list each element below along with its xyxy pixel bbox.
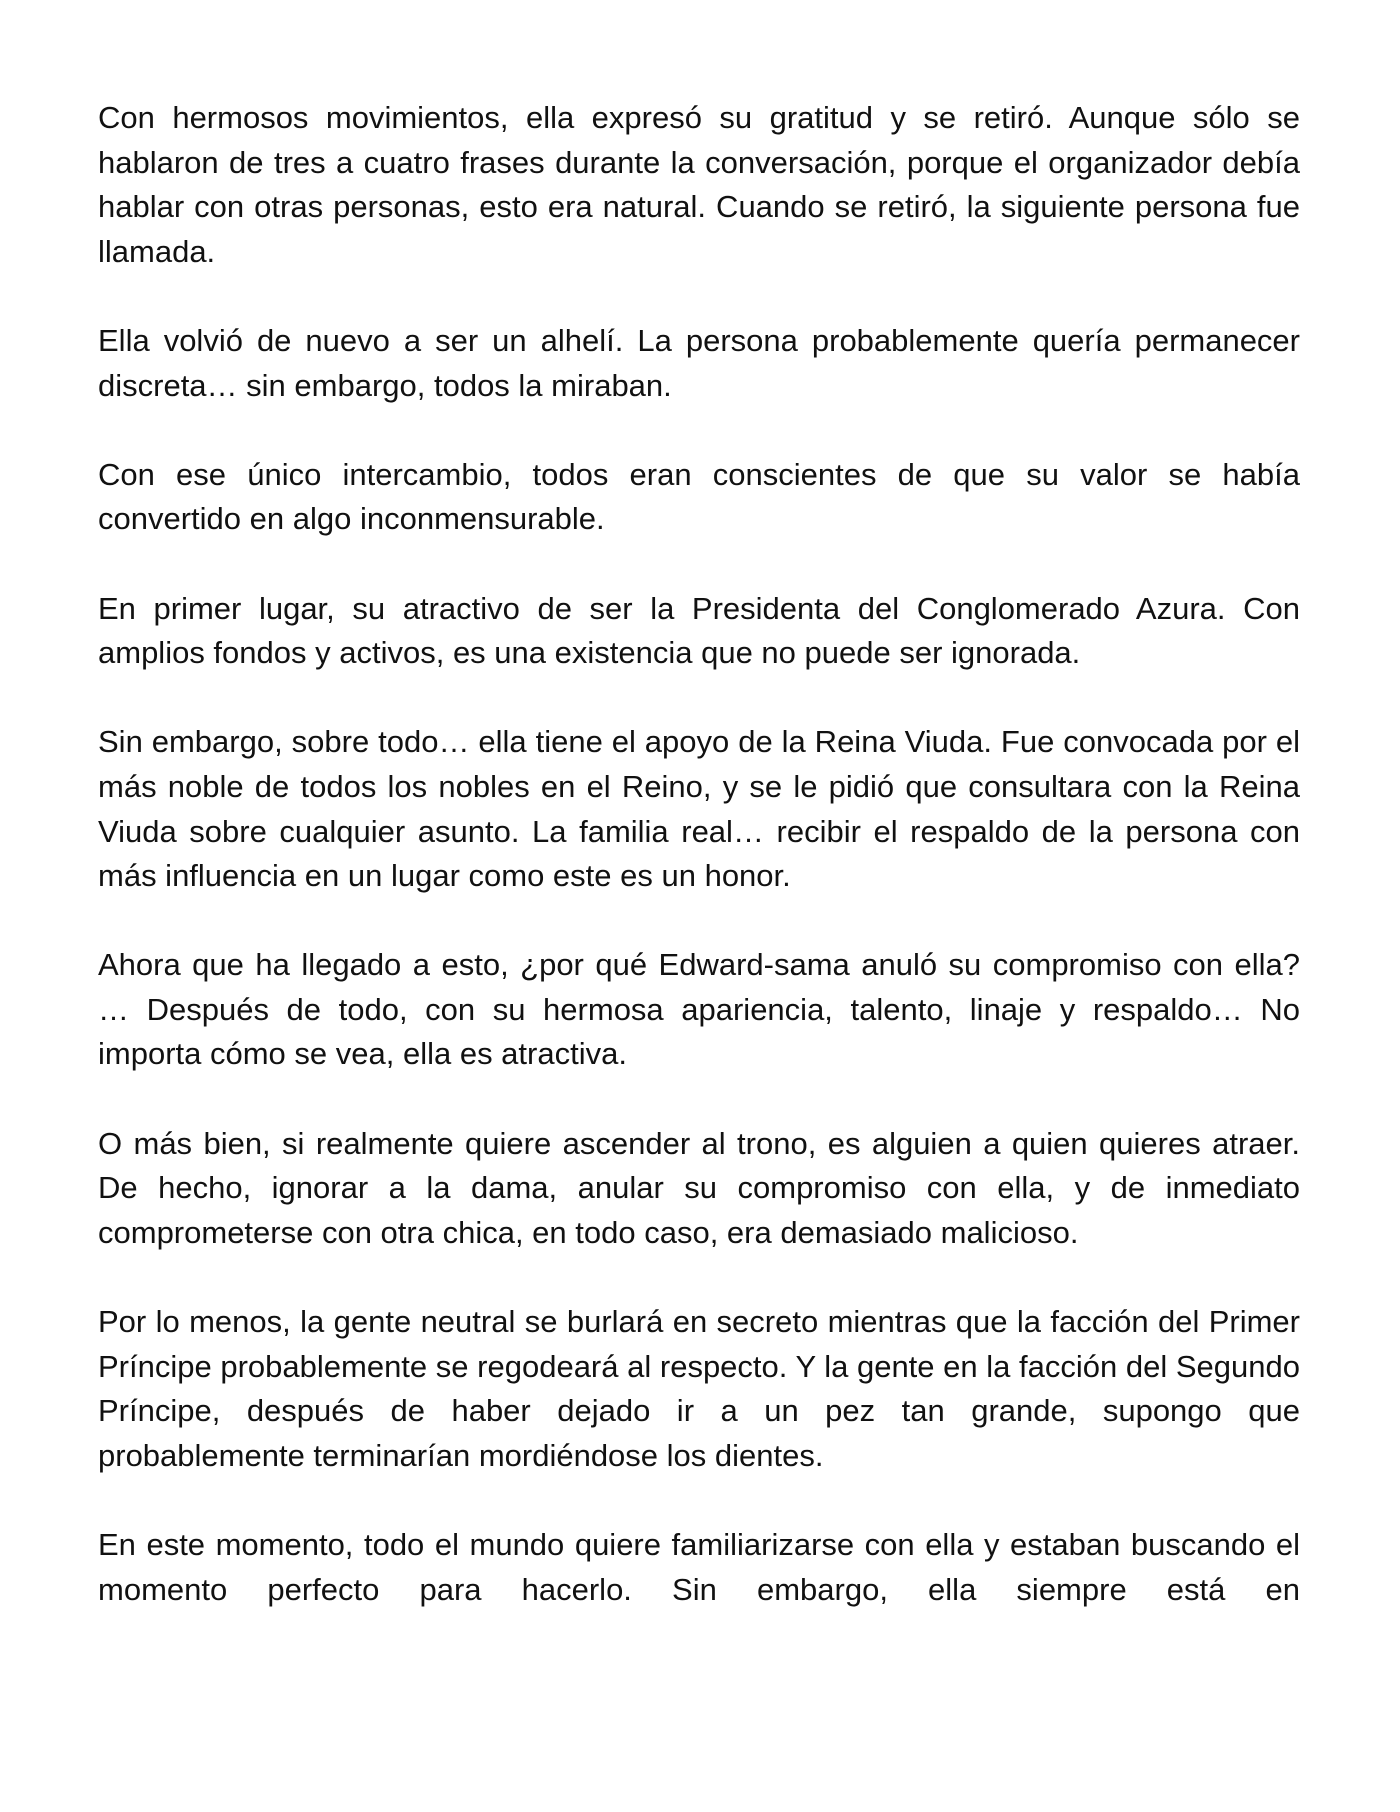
paragraph-2: Ella volvió de nuevo a ser un alhelí. La persona probablemente quería permanecer discreta… sin embargo, todos la miraban. xyxy=(98,322,1300,403)
paragraph-1: Con hermosos movimientos, ella expresó su gratitud y se retiró. Aunque sólo se hablaron de tres a cuatro frases durante la conversación, porque el organizador debía hablar con otras personas, esto era natural. Cuando se retiró, la siguiente persona fue llamada. xyxy=(98,100,1300,269)
paragraph-5: Sin embargo, sobre todo… ella tiene el apoyo de la Reina Viuda. Fue convocada por el más noble de todos los nobles en el Reino, y se le pidió que consultara con la Reina Viuda sobre cualquier asunto. La familia real… recibir el respaldo de la persona con más influencia en un lugar como este es un honor. xyxy=(98,724,1300,894)
paragraph-9: En este momento, todo el mundo quiere familiarizarse con ella y estaban buscando el momento perfecto para hacerlo. Sin embargo, ella siempre está en xyxy=(98,1527,1300,1607)
paragraph-8: Por lo menos, la gente neutral se burlará en secreto mientras que la facción del Primer Príncipe probablemente se regodeará al respecto. Y la gente en la facción del Segundo Príncipe, después de haber dejado ir a un pez tan grande, supongo que probablemente terminarían mordiéndose los dientes. xyxy=(98,1304,1300,1473)
document-page xyxy=(98,96,1300,1612)
paragraph-6: Ahora que ha llegado a esto, ¿por qué Edward-sama anuló su compromiso con ella? … Después de todo, con su hermosa apariencia, talento, linaje y respaldo… No importa cómo se vea, ella es atractiva. xyxy=(98,947,1300,1072)
paragraph-7: O más bien, si realmente quiere ascender al trono, es alguien a quien quieres atraer. De hecho, ignorar a la dama, anular su compromiso con ella, y de inmediato comprometerse con otra chica, en todo caso, era demasiado malicioso. xyxy=(98,1125,1300,1250)
paragraph-3: Con ese único intercambio, todos eran conscientes de que su valor se había convertido en algo inconmensurable. xyxy=(98,456,1300,537)
paragraph-4: En primer lugar, su atractivo de ser la Presidenta del Conglomerado Azura. Con amplios fondos y activos, es una existencia que no puede ser ignorada. xyxy=(98,590,1300,671)
